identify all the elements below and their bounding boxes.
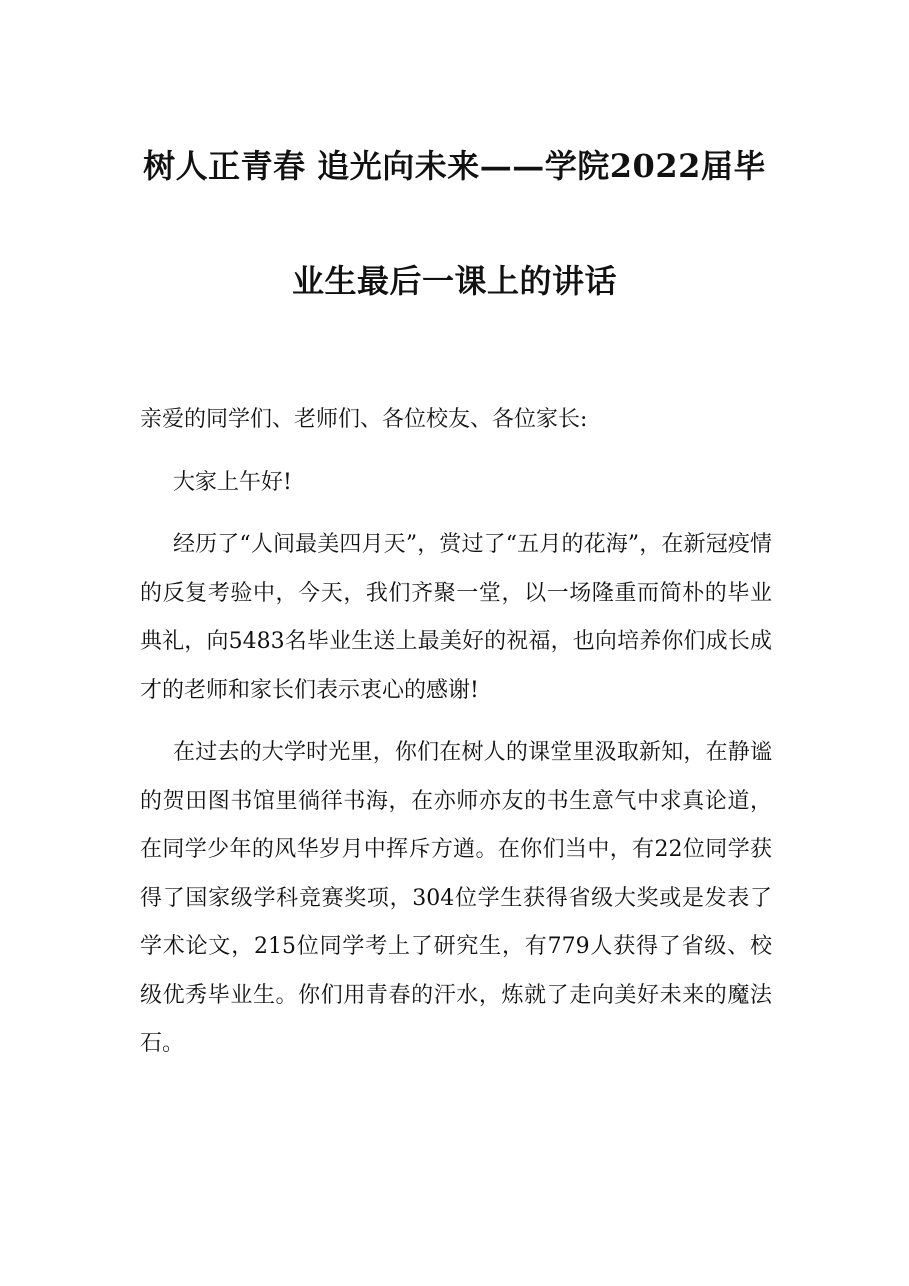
document-title-line-2: 业生最后一课上的讲话 <box>291 262 617 300</box>
paragraph-greeting: 大家上午好! <box>173 469 292 495</box>
paragraph-achievements: 在过去的大学时光里，你们在树人的课堂里汲取新知，在静谧的贺田图书馆里徜徉书海，在亦师亦友的书生意气中求真论道，在同学少年的风华岁月中挥斥方遒。在你们当中，有22位同学获得了国家级学科竞赛奖项，304位学生获得省级大奖或是发表了学术论文，215位同学考上了研究生，有779人获得了省级、校级优秀毕业生。你们用青春的汗水，炼就了走向美好未来的魔法石。 <box>140 740 772 1056</box>
salutation: 亲爱的同学们、老师们、各位校友、各位家长: <box>140 407 588 432</box>
document-title-line-1: 树人正青春 追光向未来——学院2022届毕 <box>143 147 766 185</box>
document-body <box>140 396 772 1083</box>
paragraph-opening: 经历了“人间最美四月天”，赏过了“五月的花海”，在新冠疫情的反复考验中，今天，我们齐聚一堂，以一场隆重而简朴的毕业典礼，向5483名毕业生送上最美好的祝福，也向培养你们成长成才的老师和家长们表示衷心的感谢! <box>140 532 772 703</box>
